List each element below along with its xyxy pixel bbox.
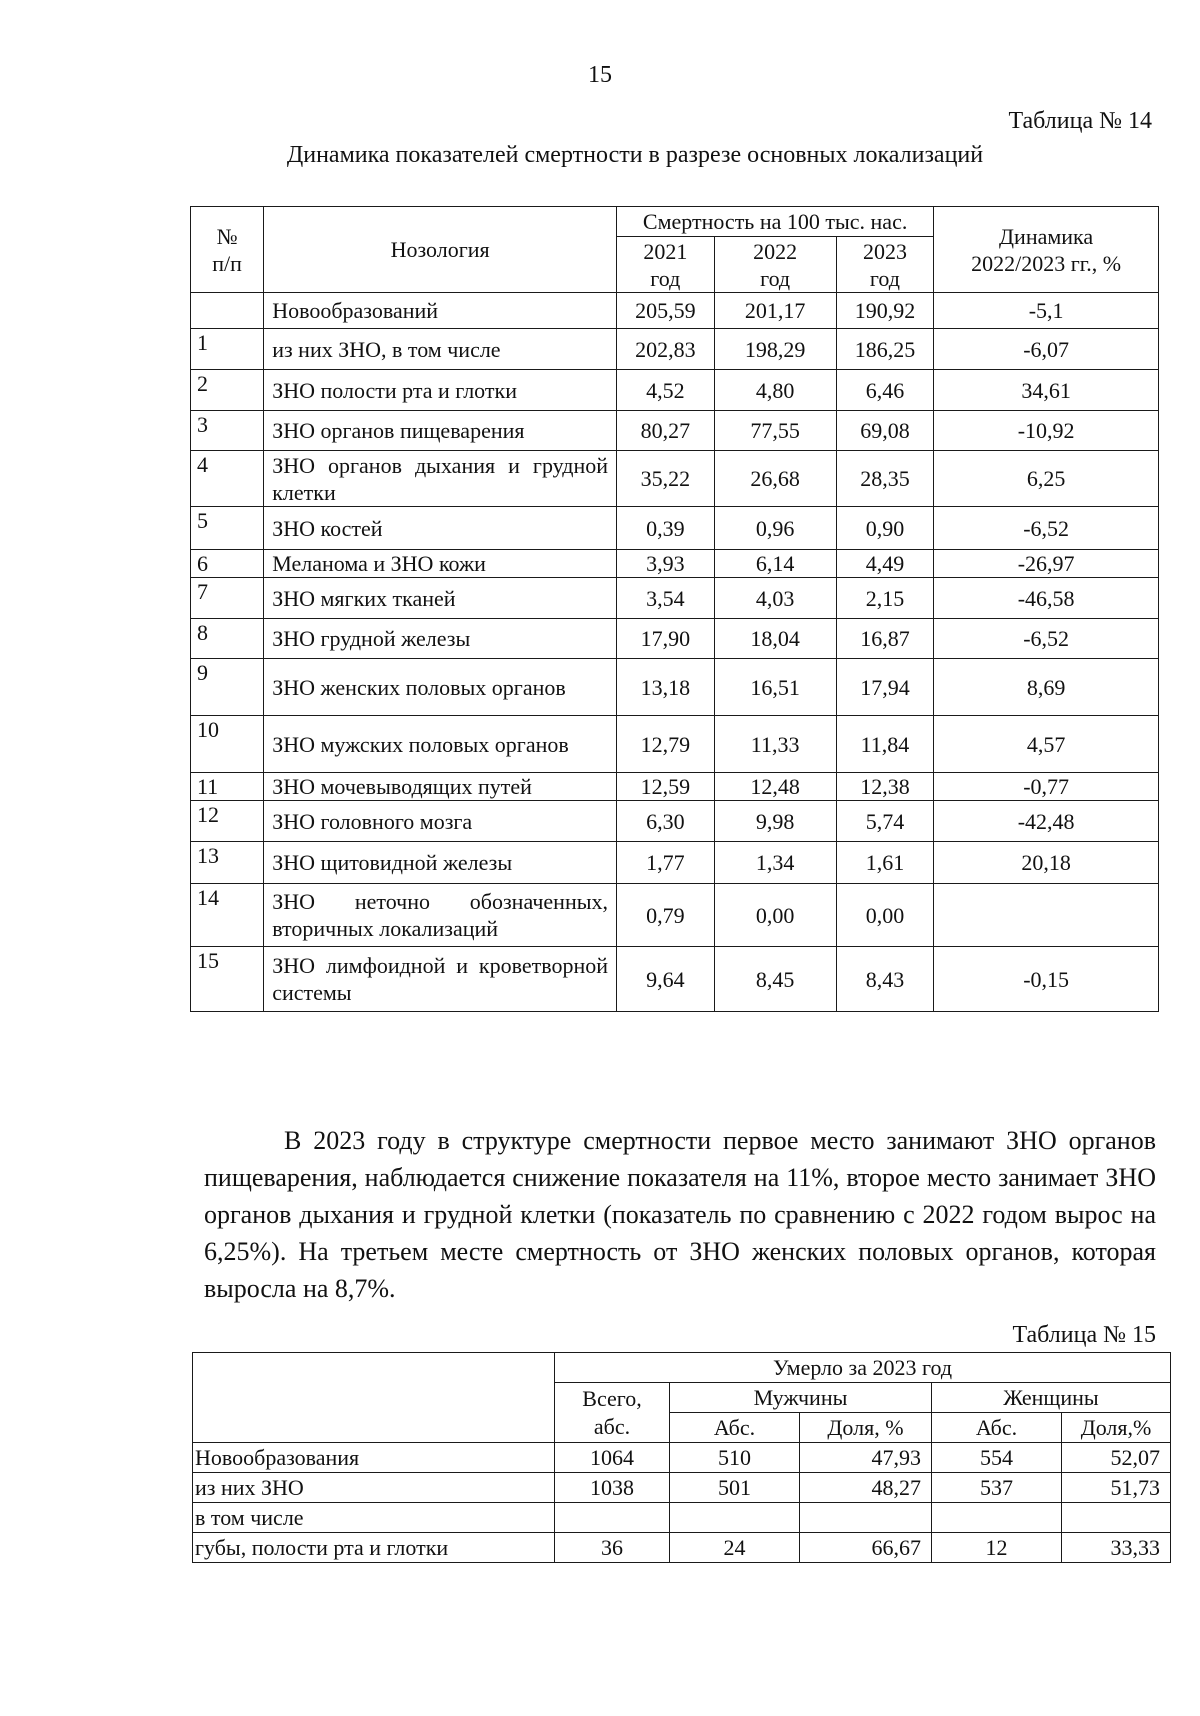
table-row [191, 293, 1159, 329]
value-2023-cell: 0,00 [836, 884, 934, 947]
row-number: 15 [191, 947, 264, 1012]
dynamics-cell: 8,69 [934, 659, 1159, 716]
women-abs-cell: 537 [932, 1473, 1062, 1503]
value-2022-cell: 0,00 [714, 884, 836, 947]
value-2022-cell: 4,80 [714, 370, 836, 411]
value-2021-cell: 1,77 [617, 842, 715, 884]
nosology-cell: ЗНО мочевыводящих путей [264, 773, 617, 801]
row-number: 14 [191, 884, 264, 947]
table-row [193, 1473, 1171, 1503]
table-row [191, 659, 1159, 716]
header-died-group: Умерло за 2023 год [555, 1353, 1171, 1383]
value-2023-cell: 6,46 [836, 370, 934, 411]
row-number [191, 293, 264, 329]
nosology-cell: ЗНО мужских половых органов [264, 716, 617, 773]
value-2021-cell: 205,59 [617, 293, 715, 329]
row-number: 13 [191, 842, 264, 884]
row-number: 9 [191, 659, 264, 716]
dynamics-cell: -0,15 [934, 947, 1159, 1012]
men-share-cell: 48,27 [800, 1473, 932, 1503]
row-number: 10 [191, 716, 264, 773]
table-row [191, 773, 1159, 801]
nosology-cell: ЗНО костей [264, 507, 617, 550]
nosology-cell: ЗНО грудной железы [264, 619, 617, 659]
men-abs-cell: 24 [670, 1533, 800, 1563]
header-men-share: Доля, % [800, 1413, 932, 1443]
row-number: 11 [191, 773, 264, 801]
value-2023-cell: 8,43 [836, 947, 934, 1012]
men-share-cell: 47,93 [800, 1443, 932, 1473]
row-number: 1 [191, 329, 264, 370]
total-cell [555, 1503, 670, 1533]
dynamics-cell: -10,92 [934, 411, 1159, 451]
value-2022-cell: 12,48 [714, 773, 836, 801]
nosology-cell: ЗНО женских половых органов [264, 659, 617, 716]
value-2023-cell: 12,38 [836, 773, 934, 801]
value-2021-cell: 202,83 [617, 329, 715, 370]
value-2021-cell: 13,18 [617, 659, 715, 716]
nosology-cell: ЗНО лимфоидной и кроветворной системы [264, 947, 617, 1012]
value-2023-cell: 1,61 [836, 842, 934, 884]
header-women-abs: Абс. [932, 1413, 1062, 1443]
value-2022-cell: 18,04 [714, 619, 836, 659]
header-year-2021: 2021 год [617, 237, 715, 293]
header-men: Мужчины [670, 1383, 932, 1413]
value-2022-cell: 6,14 [714, 550, 836, 578]
men-share-cell [800, 1503, 932, 1533]
row-label-cell: из них ЗНО [193, 1473, 555, 1503]
women-share-cell [1062, 1503, 1171, 1533]
table-row [191, 370, 1159, 411]
analysis-paragraph: В 2023 году в структуре смертности первое место занимают ЗНО органов пищеварения, наблюдается снижение показателя на 11%, второе место занимает ЗНО органов дыхания и грудной клетки (показатель по сравнению с 2022 годом вырос на 6,25%). На третьем месте смертность от ЗНО женских половых органов, которая выросла на 8,7%. [204, 1126, 1156, 1303]
value-2022-cell: 16,51 [714, 659, 836, 716]
women-share-cell: 33,33 [1062, 1533, 1171, 1563]
row-number: 12 [191, 801, 264, 842]
table-row [191, 884, 1159, 947]
table-14-title: Динамика показателей смертности в разрезе основных локализаций [286, 142, 984, 168]
value-2021-cell: 4,52 [617, 370, 715, 411]
men-abs-cell: 501 [670, 1473, 800, 1503]
women-share-cell: 51,73 [1062, 1473, 1171, 1503]
value-2022-cell: 77,55 [714, 411, 836, 451]
table-row [191, 329, 1159, 370]
dynamics-cell: 34,61 [934, 370, 1159, 411]
value-2021-cell: 9,64 [617, 947, 715, 1012]
nosology-cell: Новообразований [264, 293, 617, 329]
table-row [191, 550, 1159, 578]
header-year-2023: 2023 год [836, 237, 934, 293]
table-15-caption: Таблица № 15 [1012, 1322, 1156, 1348]
women-abs-cell [932, 1503, 1062, 1533]
header-num: № п/п [191, 207, 264, 293]
dynamics-cell: -42,48 [934, 801, 1159, 842]
nosology-cell: ЗНО мягких тканей [264, 578, 617, 619]
nosology-cell: Меланома и ЗНО кожи [264, 550, 617, 578]
women-share-cell: 52,07 [1062, 1443, 1171, 1473]
table-row [193, 1533, 1171, 1563]
men-abs-cell: 510 [670, 1443, 800, 1473]
total-cell: 36 [555, 1533, 670, 1563]
nosology-cell: ЗНО головного мозга [264, 801, 617, 842]
value-2022-cell: 9,98 [714, 801, 836, 842]
dynamics-cell: 20,18 [934, 842, 1159, 884]
dynamics-cell: 6,25 [934, 451, 1159, 507]
value-2022-cell: 11,33 [714, 716, 836, 773]
table-15-corner [193, 1353, 555, 1443]
dynamics-cell: -5,1 [934, 293, 1159, 329]
table-row [191, 801, 1159, 842]
value-2022-cell: 26,68 [714, 451, 836, 507]
value-2023-cell: 186,25 [836, 329, 934, 370]
header-dynamics: Динамика 2022/2023 гг., % [934, 207, 1159, 293]
header-year-2022: 2022 год [714, 237, 836, 293]
value-2023-cell: 28,35 [836, 451, 934, 507]
dynamics-cell: -26,97 [934, 550, 1159, 578]
men-share-cell: 66,67 [800, 1533, 932, 1563]
row-number: 5 [191, 507, 264, 550]
value-2021-cell: 3,54 [617, 578, 715, 619]
table-14-caption: Таблица № 14 [1008, 108, 1152, 134]
deaths-by-sex-table [192, 1352, 1171, 1563]
total-cell: 1064 [555, 1443, 670, 1473]
value-2021-cell: 0,39 [617, 507, 715, 550]
dynamics-cell: 4,57 [934, 716, 1159, 773]
row-number: 3 [191, 411, 264, 451]
table-row [193, 1443, 1171, 1473]
table-row [191, 451, 1159, 507]
value-2022-cell: 8,45 [714, 947, 836, 1012]
value-2023-cell: 16,87 [836, 619, 934, 659]
header-women: Женщины [932, 1383, 1171, 1413]
table-row [193, 1503, 1171, 1533]
value-2021-cell: 12,79 [617, 716, 715, 773]
dynamics-cell: -6,52 [934, 507, 1159, 550]
page-number: 15 [588, 62, 612, 88]
nosology-cell: ЗНО неточно обозначенных, вторичных локализаций [264, 884, 617, 947]
header-men-abs: Абс. [670, 1413, 800, 1443]
value-2022-cell: 4,03 [714, 578, 836, 619]
nosology-cell: ЗНО органов дыхания и грудной клетки [264, 451, 617, 507]
row-number: 8 [191, 619, 264, 659]
women-abs-cell: 554 [932, 1443, 1062, 1473]
value-2021-cell: 35,22 [617, 451, 715, 507]
mortality-dynamics-table [190, 206, 1159, 1012]
dynamics-cell: -6,07 [934, 329, 1159, 370]
women-abs-cell: 12 [932, 1533, 1062, 1563]
row-label-cell: Новообразования [193, 1443, 555, 1473]
value-2023-cell: 190,92 [836, 293, 934, 329]
value-2023-cell: 11,84 [836, 716, 934, 773]
table-row [191, 411, 1159, 451]
value-2023-cell: 5,74 [836, 801, 934, 842]
table-row [191, 716, 1159, 773]
header-women-share: Доля,% [1062, 1413, 1171, 1443]
row-number: 2 [191, 370, 264, 411]
nosology-cell: ЗНО органов пищеварения [264, 411, 617, 451]
table-row [191, 842, 1159, 884]
header-mortality-group: Смертность на 100 тыс. нас. [617, 207, 934, 237]
table-row [191, 578, 1159, 619]
total-cell: 1038 [555, 1473, 670, 1503]
table-row [191, 507, 1159, 550]
value-2023-cell: 0,90 [836, 507, 934, 550]
value-2022-cell: 201,17 [714, 293, 836, 329]
nosology-cell: ЗНО щитовидной железы [264, 842, 617, 884]
men-abs-cell [670, 1503, 800, 1533]
value-2022-cell: 1,34 [714, 842, 836, 884]
value-2023-cell: 4,49 [836, 550, 934, 578]
value-2021-cell: 0,79 [617, 884, 715, 947]
row-number: 7 [191, 578, 264, 619]
row-number: 4 [191, 451, 264, 507]
value-2021-cell: 6,30 [617, 801, 715, 842]
value-2021-cell: 3,93 [617, 550, 715, 578]
dynamics-cell [934, 884, 1159, 947]
row-label-cell: в том числе [193, 1503, 555, 1533]
nosology-cell: ЗНО полости рта и глотки [264, 370, 617, 411]
value-2023-cell: 17,94 [836, 659, 934, 716]
row-number: 6 [191, 550, 264, 578]
value-2022-cell: 0,96 [714, 507, 836, 550]
table-row [191, 947, 1159, 1012]
header-nosology: Нозология [264, 207, 617, 293]
value-2022-cell: 198,29 [714, 329, 836, 370]
value-2021-cell: 12,59 [617, 773, 715, 801]
dynamics-cell: -46,58 [934, 578, 1159, 619]
dynamics-cell: -6,52 [934, 619, 1159, 659]
value-2021-cell: 80,27 [617, 411, 715, 451]
nosology-cell: из них ЗНО, в том числе [264, 329, 617, 370]
dynamics-cell: -0,77 [934, 773, 1159, 801]
value-2021-cell: 17,90 [617, 619, 715, 659]
header-total: Всего, абс. [555, 1383, 670, 1443]
row-label-cell: губы, полости рта и глотки [193, 1533, 555, 1563]
table-row [191, 619, 1159, 659]
value-2023-cell: 2,15 [836, 578, 934, 619]
value-2023-cell: 69,08 [836, 411, 934, 451]
